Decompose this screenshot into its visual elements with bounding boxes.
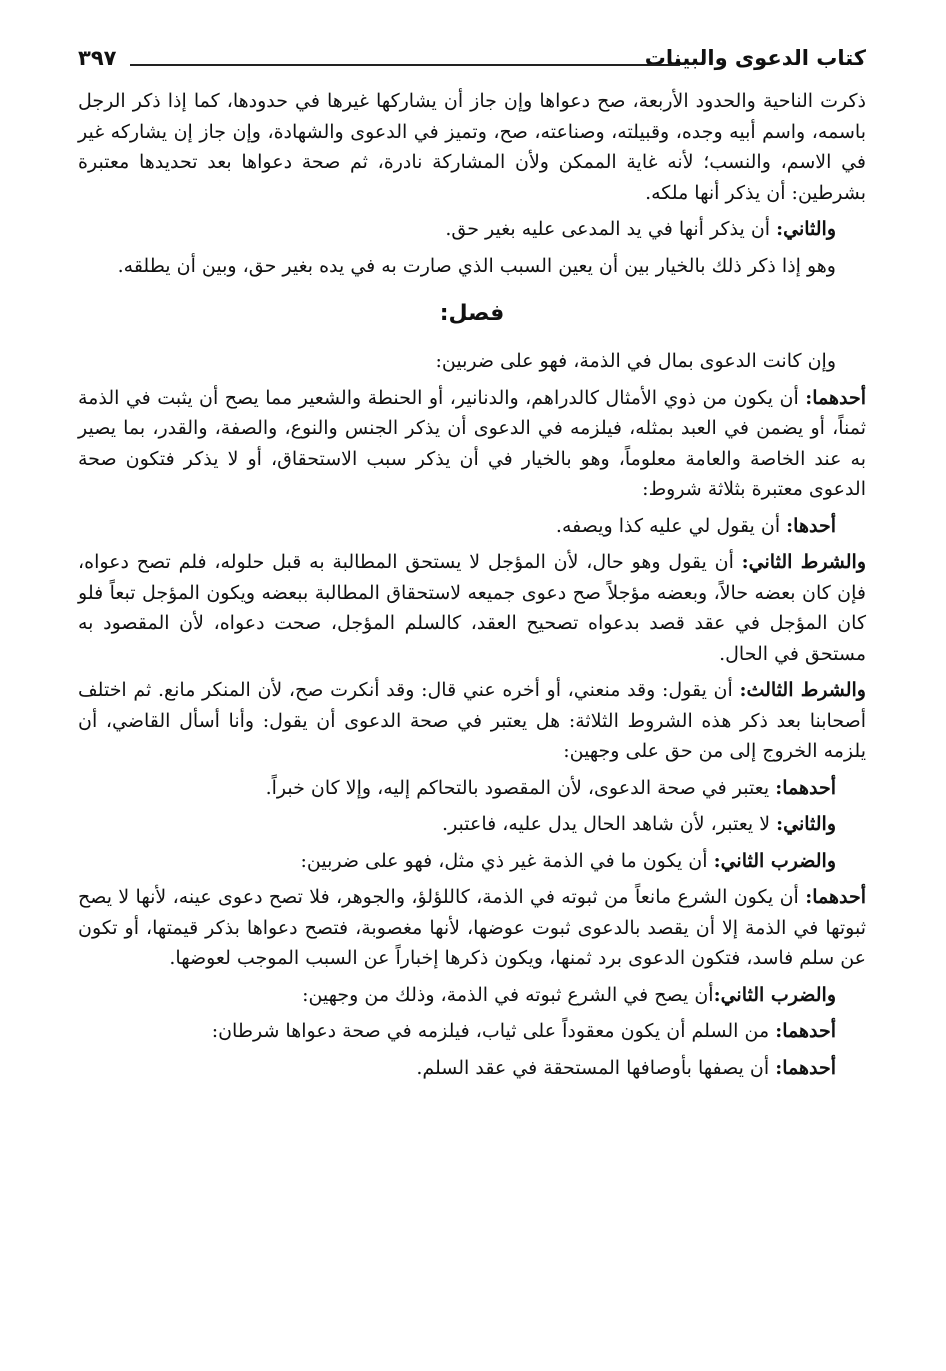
paragraph: أحدهما: أن يكون الشرع مانعاً من ثبوته في الذمة، كاللؤلؤ، والجوهر، فلا تصح دعوى عينه، لأنها لا يصح ثبوتها في الذمة إلا أن يقصد بالدعوى ثبوت عوضها، لأنها مغصوبة، فتصح دعواها بذكر قيمتها، أو تكون عن سلم فاسد، فتكون الدعوى برد ثمنها، ويكون ذكرها إخباراً عن السبب الموجب لعوضها. (78, 886, 866, 969)
running-header (78, 42, 866, 78)
paragraph: ذكرت الناحية والحدود الأربعة، صح دعواها وإن جاز أن يشاركها غيرها في حدودها، كما إذا ذكر الرجل باسمه، واسم أبيه وجده، وقبيلته، وصناعته، صح، وتميز في الدعوى والشهادة، وإن جاز إن يشاركه غير في الاسم، والنسب؛ لأنه غاية الممكن ولأن المشاركة نادرة، ثم صحة دعواها بعد تحديدها معتبرة بشرطين: أن يذكر أنها ملكه. (78, 90, 866, 204)
book-page (78, 42, 866, 1089)
paragraph: والضرب الثاني:أن يصح في الشرع ثبوته في الذمة، وذلك من وجهين: (302, 983, 836, 1006)
paragraph: أحدهما: أن يكون من ذوي الأمثال كالدراهم، والدنانير، أو الحنطة والشعير مما يصح أن يثبت في الذمة ثمناً، أو يضمن في العبد بمثله، فيلزمه في الدعوى أن يذكر الجنس والنوع، والصفة، والقدر، بما يصير به عند الخاصة والعامة معلوماً، وهو بالخيار في أن يذكر سبب الاستحقاق، أو لا يذكر فتكون صحة الدعوى معتبرة بثلاثة شروط: (78, 386, 866, 500)
paragraph: والثاني: لا يعتبر، لأن شاهد الحال يدل عليه، فاعتبر. (442, 813, 836, 835)
page-body (78, 86, 866, 1083)
page-number: ٣٩٧ (78, 46, 117, 70)
paragraph: وإن كانت الدعوى بمال في الذمة، فهو على ضربين: (435, 350, 836, 372)
paragraph: أحدهما: يعتبر في صحة الدعوى، لأن المقصود بالتحاكم إليه، وإلا كان خبراً. (265, 776, 836, 799)
paragraph: أحدها: أن يقول لي عليه كذا ويصفه. (555, 514, 836, 537)
paragraph: وهو إذا ذكر ذلك بالخيار بين أن يعين السبب الذي صارت به في يده بغير حق، وبين أن يطلقه. (117, 254, 836, 277)
paragraph: أحدهما: أن يصفها بأوصافها المستحقة في عقد السلم. (416, 1056, 836, 1079)
paragraph: أحدهما: من السلم أن يكون معقوداً على ثياب، فيلزمه في صحة دعواها شرطان: (211, 1020, 836, 1042)
paragraph: والضرب الثاني: أن يكون ما في الذمة غير ذي مثل، فهو على ضربين: (300, 849, 836, 872)
header-rule (130, 64, 680, 66)
section-heading: فصل: (439, 301, 505, 326)
paragraph: والثاني: أن يذكر أنها في يد المدعى عليه بغير حق. (445, 218, 836, 240)
book-title: كتاب الدعوى والبينات (635, 46, 866, 70)
paragraph: والشرط الثاني: أن يقول وهو حال، لأن المؤجل لا يستحق المطالبة به قبل حلوله، فلم تصح دعواه، فإن كان بعضه حالاً، وبعضه مؤجلاً صح دعوى جميعه لاستحقاق المطالبة ببعضه ويكون المؤجل تبعاً فلو كان المؤجل في عقد قصد بدعواه تصحيح العقد، كالسلم المؤجل، صحت دعواه، لأن المقصود به مستحق في الحال. (78, 551, 867, 665)
paragraph: والشرط الثالث: أن يقول: وقد منعني، أو أخره عني قال: وقد أنكرت صح، لأن المنكر مانع. ثم اختلف أصحابنا بعد ذكر هذه الشروط الثلاثة: هل يعتبر في صحة الدعوى أن يقول: وأنا أسأل القاضي، أن يلزمه الخروج إلى من حق على وجهين: (78, 679, 866, 762)
